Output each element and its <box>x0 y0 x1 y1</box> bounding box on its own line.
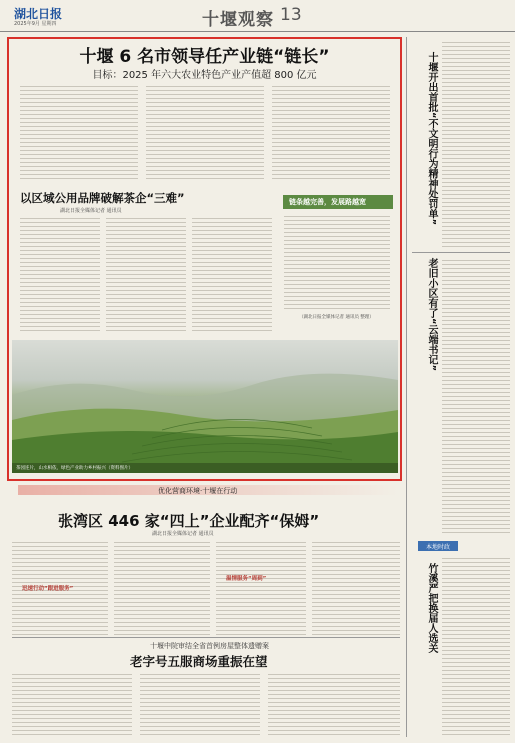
article1-headline: 以区域公用品牌破解茶企“三难” <box>20 191 185 205</box>
article1-body-text <box>20 216 100 334</box>
lead-headline: 十堰 6 名市领导任产业链“链长” <box>79 47 330 67</box>
paper-name: 湖北日报 <box>14 7 63 21</box>
right-divider <box>412 252 510 253</box>
article2-body-text <box>114 540 210 635</box>
right-headline-3: 竹溪严把换届人选关 <box>426 563 437 653</box>
sidebar-body-text <box>284 214 390 310</box>
article1-byline: 湖北日报全媒体记者 通讯员 <box>60 208 122 214</box>
mountain-landscape-image <box>12 340 398 473</box>
sidebar-note: （湖北日报全媒体记者 通讯员 整理） <box>299 315 374 320</box>
right-headline-2: 老旧小区有了“云端书记” <box>426 258 437 372</box>
right-body-text <box>442 556 510 737</box>
photo-caption: 茶园连片，山水相依，绿色产业助力乡村振兴（资料图片） <box>12 463 398 473</box>
article1-body-text <box>192 216 272 334</box>
lead-body-text <box>146 84 264 182</box>
article2-body-text <box>312 540 400 635</box>
tea-garden-photo <box>12 340 398 473</box>
section-strip-label: 优化营商环境·十堰在行动 <box>158 487 238 495</box>
sidebar-title: 链条越完善，发展路越宽 <box>283 195 393 209</box>
article2-subhead: 迅速行动“跟进服务” <box>22 586 74 592</box>
article2-subhead: 温情服务“周到” <box>226 576 267 582</box>
article1-body-text <box>106 216 186 334</box>
article2-headline: 张湾区 446 家“四上”企业配齐“保姆” <box>58 512 320 530</box>
right-section-tag: 本地时政 <box>418 541 458 551</box>
lead-body-text <box>20 84 138 182</box>
article3-body-text <box>140 672 260 737</box>
lead-body-text <box>272 84 390 182</box>
right-headline-1: 十堰开出首批“不文明行为精神处罚单” <box>426 52 437 226</box>
section-title: 十堰观察 <box>202 10 274 30</box>
page-number: 13 <box>280 5 302 25</box>
article3-kicker: 十堰中院审结全省首例房屋整体遗赠案 <box>150 642 269 650</box>
article3-headline: 老字号五服商场重振在望 <box>130 654 268 669</box>
column-divider <box>406 37 407 737</box>
article2-body-text <box>216 540 306 635</box>
article2-byline: 湖北日报全媒体记者 通讯员 <box>152 531 214 537</box>
section-divider <box>12 637 400 638</box>
masthead <box>0 0 515 32</box>
article3-body-text <box>12 672 132 737</box>
right-body-text <box>442 258 510 533</box>
right-body-text <box>442 40 510 250</box>
lead-subhead: 目标：2025 年六大农业特色产业产值超 800 亿元 <box>92 70 317 81</box>
article3-body-text <box>268 672 400 737</box>
paper-date: 2025年9月 星期四 <box>14 21 57 27</box>
